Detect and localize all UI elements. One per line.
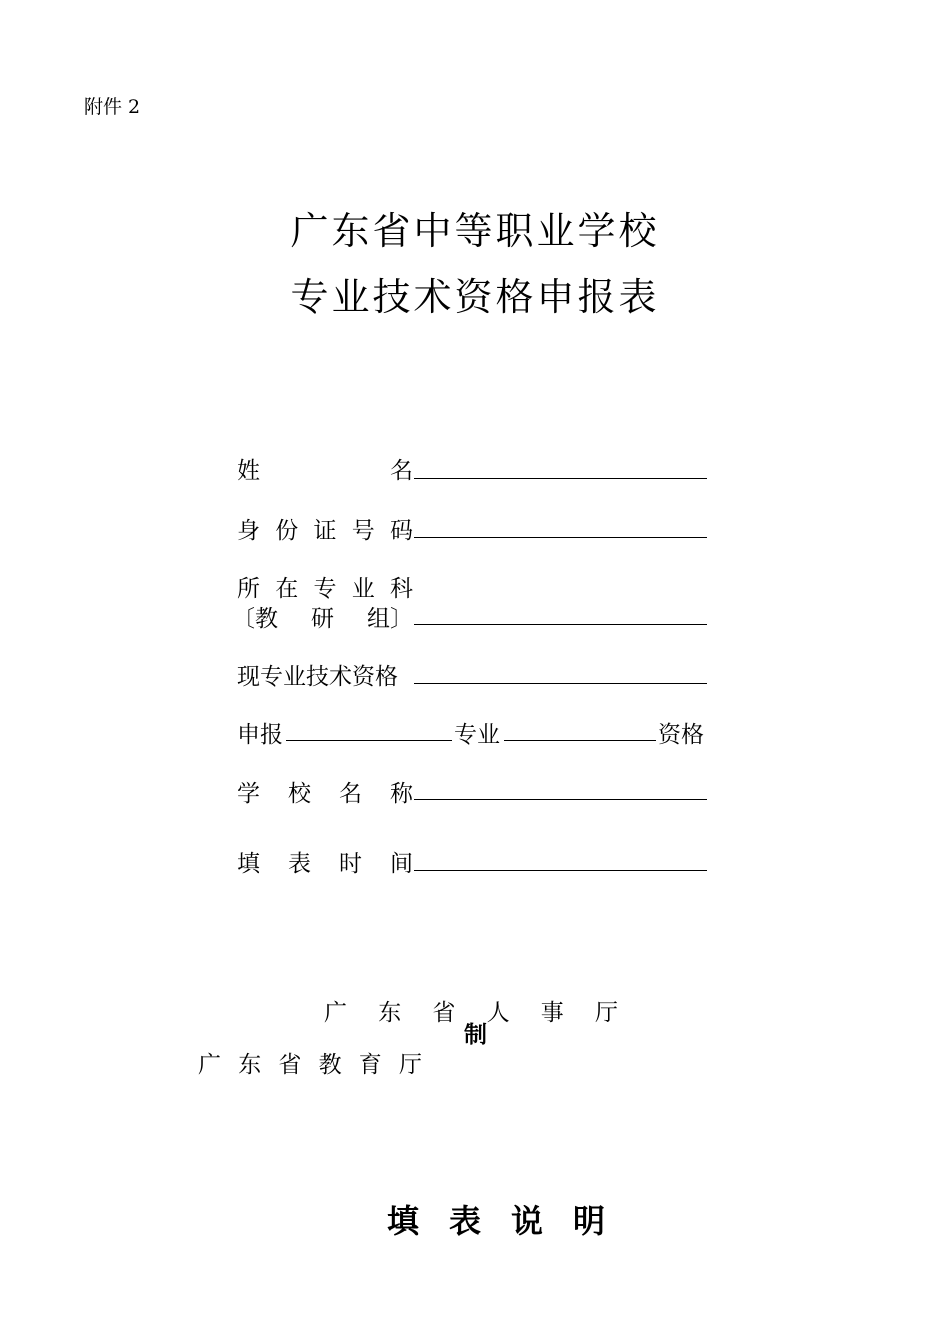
apply-qualification-field[interactable]	[504, 740, 656, 741]
department-label-line2: 〔教 研 组〕	[232, 606, 413, 632]
id-number-field[interactable]	[414, 537, 707, 538]
fill-date-field[interactable]	[414, 870, 707, 871]
school-name-field[interactable]	[414, 799, 707, 800]
apply-qualification-label: 资格	[658, 722, 704, 748]
attachment-label: 附件 2	[84, 96, 141, 118]
form-title-line2: 专业技术资格申报表	[290, 275, 660, 319]
current-qualification-field[interactable]	[414, 683, 707, 684]
apply-label: 申报	[237, 722, 283, 748]
hr-department: 广 东 省 人 事 厅	[324, 1000, 618, 1026]
instructions-heading: 填 表 说 明	[387, 1202, 605, 1240]
id-number-label: 身 份 证 号 码	[237, 518, 413, 544]
current-qualification-label: 现专业技术资格	[237, 664, 398, 690]
department-field[interactable]	[414, 624, 707, 625]
made-by-label: 制	[464, 1022, 487, 1048]
apply-specialty-label: 专业	[454, 722, 500, 748]
name-field[interactable]	[414, 478, 707, 479]
school-name-label: 学 校 名 称	[237, 781, 413, 807]
name-label: 姓 名	[237, 458, 413, 484]
form-title-line1: 广东省中等职业学校	[290, 209, 660, 253]
apply-specialty-field[interactable]	[286, 740, 452, 741]
department-label-line1: 所 在 专 业 科	[237, 576, 413, 602]
fill-date-label: 填 表 时 间	[237, 851, 413, 877]
education-department: 广 东 省 教 育 厅	[198, 1052, 422, 1078]
